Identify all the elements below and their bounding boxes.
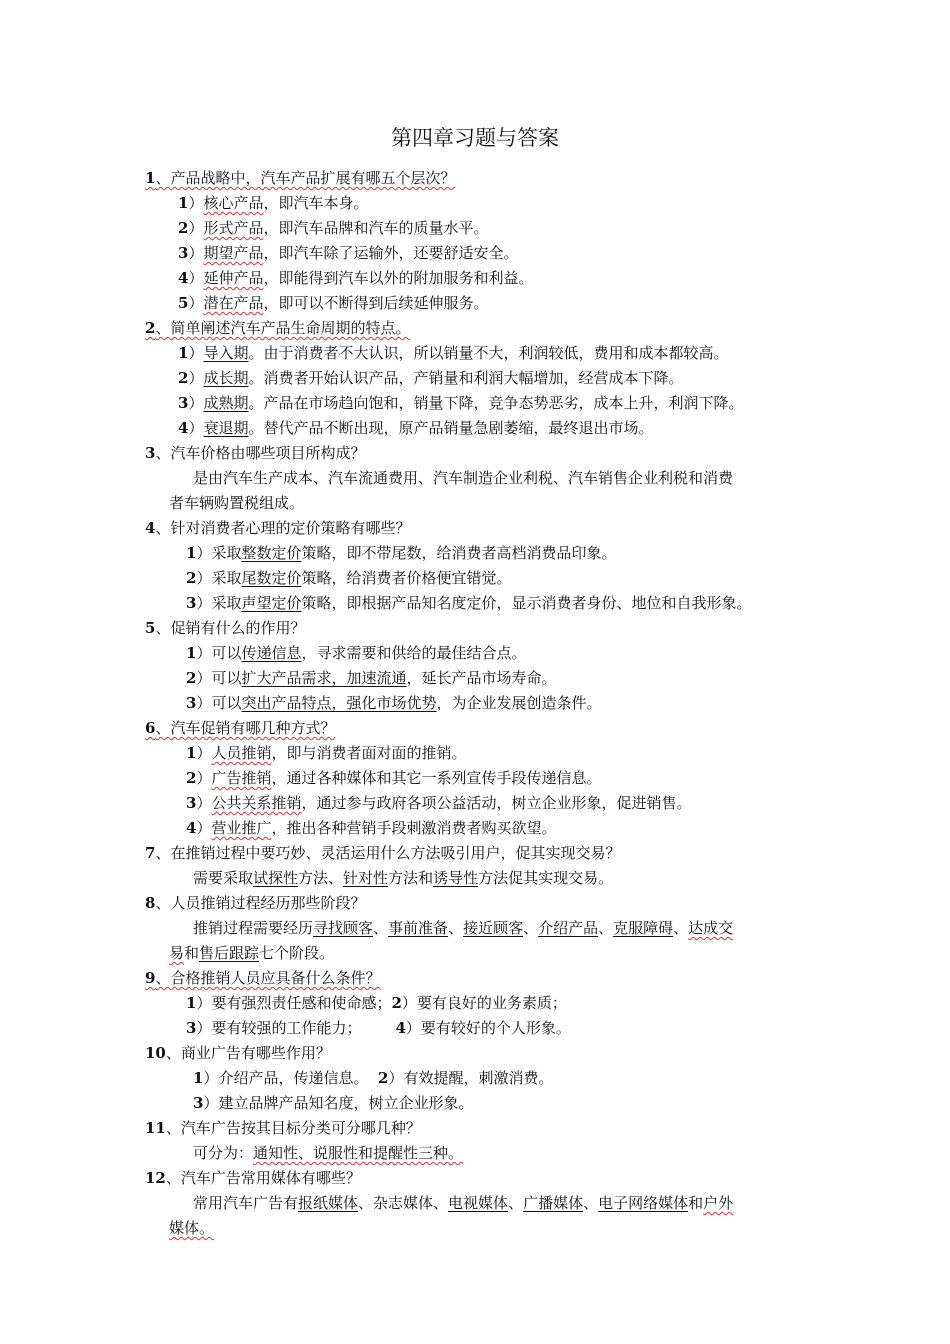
question-2: 2、简单阐述汽车产品生命周期的特点。: [145, 319, 411, 337]
page-title: 第四章习题与答案: [391, 126, 559, 150]
answer-6-item-2: 2）广告推销，通过各种媒体和其它一系列宣传手段传递信息。: [186, 769, 602, 787]
answer-1-item-1: 1）核心产品，即汽车本身。: [178, 194, 369, 212]
answer-2-item-2: 2）成长期。消费者开始认识产品，产销量和利润大幅增加，经营成本下降。: [178, 369, 684, 387]
answer-2-item-1: 1）导入期。由于消费者不大认识，所以销量不大，利润较低，费用和成本都较高。: [178, 344, 729, 362]
answer-8-line-2: 易和售后跟踪七个阶段。: [169, 944, 335, 962]
answer-4-item-1: 1）采取整数定价策略，即不带尾数，给消费者高档消费品印象。: [186, 544, 617, 562]
answer-1-item-5: 5）潜在产品，即可以不断得到后续延伸服务。: [178, 294, 489, 312]
question-1: 1、产品战略中，汽车产品扩展有哪五个层次？: [145, 169, 456, 187]
question-9: 9、合格推销人员应具备什么条件？: [145, 969, 381, 987]
answer-12-line-2: 媒体。: [169, 1219, 215, 1237]
answer-5-item-2: 2）可以扩大产品需求，加速流通，延长产品市场寿命。: [186, 669, 557, 687]
answer-5-item-3: 3）可以突出产品特点，强化市场优势，为企业发展创造条件。: [186, 694, 602, 712]
answer-4-item-2: 2）采取尾数定价策略，给消费者价格便宜错觉。: [186, 569, 512, 587]
answer-5-item-1: 1）可以传递信息，寻求需要和供给的最佳结合点。: [186, 644, 527, 662]
answer-10-row-2: 3）建立品牌产品知名度，树立企业形象。: [193, 1094, 474, 1112]
answer-7: 需要采取试探性方法、针对性方法和诱导性方法促其实现交易。: [193, 869, 614, 887]
question-7: 7、在推销过程中要巧妙、灵活运用什么方法吸引用户，促其实现交易？: [145, 844, 621, 862]
answer-1-item-4: 4）延伸产品，即能得到汽车以外的附加服务和利益。: [178, 269, 534, 287]
answer-2-item-4: 4）衰退期。替代产品不断出现，原产品销量急剧萎缩，最终退出市场。: [178, 419, 654, 437]
question-10: 10、商业广告有哪些作用？: [145, 1044, 331, 1062]
question-11: 11、汽车广告按其目标分类可分哪几种？: [145, 1119, 421, 1137]
answer-12-line-1: 常用汽车广告有报纸媒体、杂志媒体、电视媒体、广播媒体、电子网络媒体和户外: [193, 1194, 734, 1212]
question-8: 8、人员推销过程经历那些阶段？: [145, 894, 366, 912]
answer-1-item-2: 2）形式产品，即汽车品牌和汽车的质量水平。: [178, 219, 489, 237]
answer-6-item-3: 3）公共关系推销，通过参与政府各项公益活动，树立企业形象，促进销售。: [186, 794, 692, 812]
question-12: 12、汽车广告常用媒体有哪些？: [145, 1169, 361, 1187]
answer-3-line-1: 是由汽车生产成本、汽车流通费用、汽车制造企业利税、汽车销售企业利税和消费: [193, 469, 734, 487]
answer-1-item-3: 3）期望产品，即汽车除了运输外，还要舒适安全。: [178, 244, 519, 262]
answer-6-item-4: 4）营业推广，推出各种营销手段刺激消费者购买欲望。: [186, 819, 557, 837]
answer-3-line-2: 者车辆购置税组成。: [169, 494, 305, 512]
question-6: 6、汽车促销有哪几种方式？: [145, 719, 336, 737]
question-4: 4、针对消费者心理的定价策略有哪些？: [145, 519, 411, 537]
answer-4-item-3: 3）采取声望定价策略，即根据产品知名度定价，显示消费者身份、地位和自我形象。: [186, 594, 752, 612]
answer-9-row-2: 3）要有较强的工作能力； 4）要有较好的个人形象。: [186, 1019, 571, 1037]
answer-10-row-1: 1）介绍产品，传递信息。 2）有效提醒，刺激消费。: [193, 1069, 554, 1087]
answer-2-item-3: 3）成熟期。产品在市场趋向饱和，销量下降，竞争态势恶劣，成本上升，利润下降。: [178, 394, 744, 412]
answer-9-row-1: 1）要有强烈责任感和使命感；2）要有良好的业务素质；: [186, 994, 567, 1012]
answer-11: 可分为：通知性、说服性和提醒性三种。: [193, 1144, 464, 1162]
question-5: 5、促销有什么的作用？: [145, 619, 306, 637]
question-3: 3、汽车价格由哪些项目所构成？: [145, 444, 366, 462]
answer-6-item-1: 1）人员推销，即与消费者面对面的推销。: [186, 744, 467, 762]
answer-8-line-1: 推销过程需要经历寻找顾客、事前准备、接近顾客、介绍产品、克服障碍、达成交: [193, 919, 734, 937]
